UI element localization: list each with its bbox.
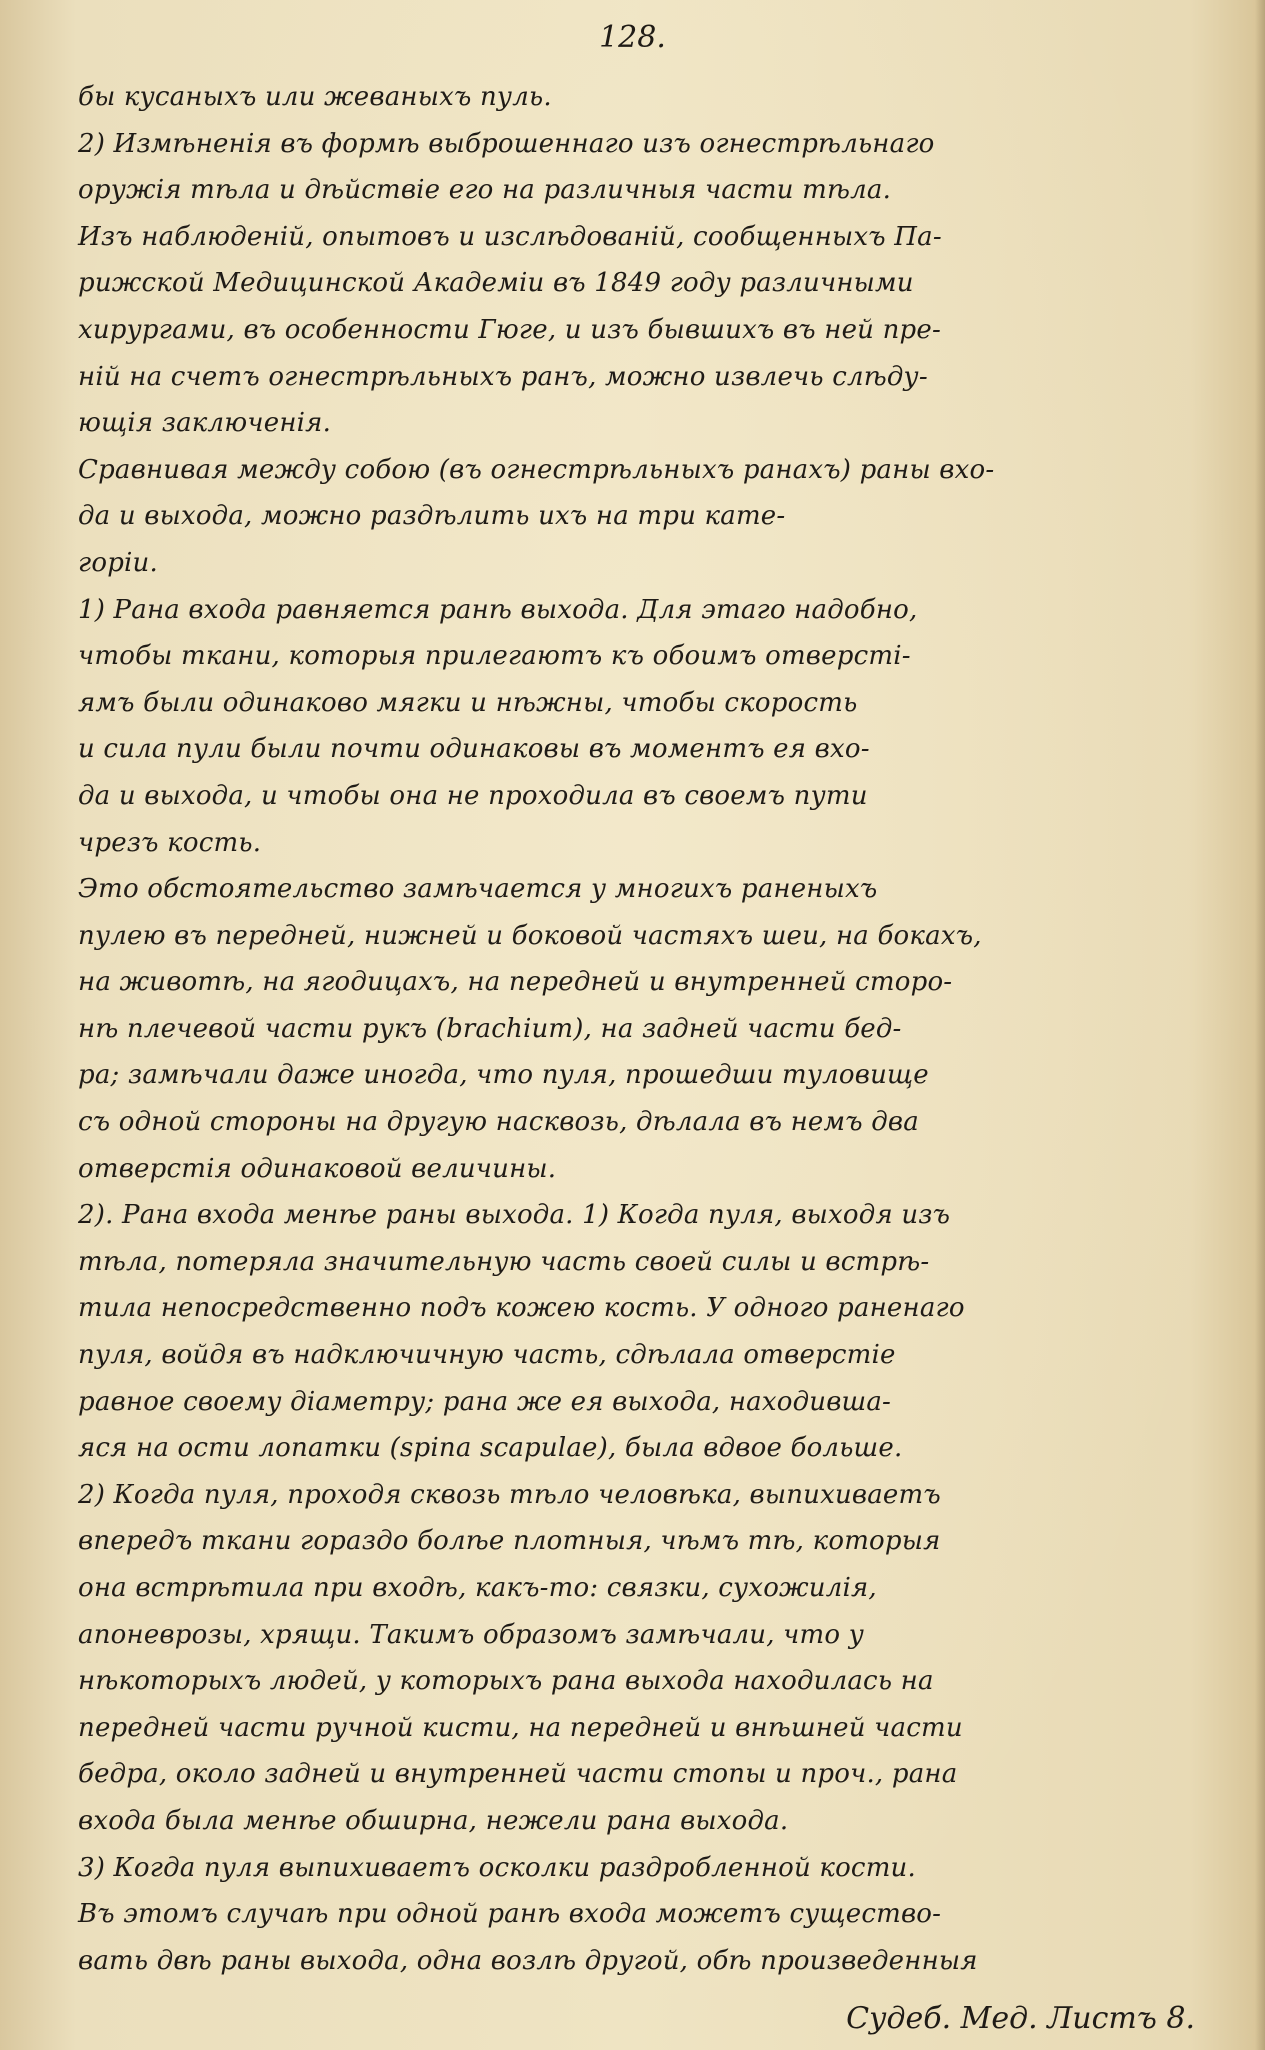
text-line: 2). Рана входа менѣе раны выхода. 1) Когда пуля, выходя изъ xyxy=(78,1200,951,1231)
text-line: ра; замѣчали даже иногда, что пуля, прошедши туловище xyxy=(78,1060,929,1091)
text-line: нѣ плечевой части рукъ (brachium), на задней части бед- xyxy=(78,1013,902,1044)
text-line: и сила пули были почти одинаковы въ моментъ ея вхо- xyxy=(78,734,870,765)
text-line: ющія заключенія. xyxy=(78,408,332,439)
text-line: Это обстоятельство замѣчается у многихъ раненыхъ xyxy=(78,874,878,905)
text-line: входа была менѣе обширна, нежели рана выхода. xyxy=(78,1805,789,1836)
handwritten-body-text xyxy=(78,74,1208,1984)
text-line: тила непосредственно подъ кожею кость. У одного раненаго xyxy=(78,1293,965,1324)
text-line: Въ этомъ случаѣ при одной ранѣ входа можетъ существо- xyxy=(78,1899,942,1930)
text-line: да и выхода, и чтобы она не проходила въ своемъ пути xyxy=(78,780,868,811)
text-line: да и выхода, можно раздѣлить ихъ на три кате- xyxy=(78,501,786,532)
text-line: 2) Когда пуля, проходя сквозь тѣло человѣка, выпихиваетъ xyxy=(78,1479,941,1510)
text-line: бы кусаныхъ или жеваныхъ пуль. xyxy=(78,82,552,112)
text-line: отверстія одинаковой величины. xyxy=(78,1153,557,1184)
text-line: чтобы ткани, которыя прилегаютъ къ обоимъ отверсті- xyxy=(78,641,911,672)
text-line: тѣла, потеряла значительную часть своей силы и встрѣ- xyxy=(78,1246,930,1277)
text-line: 3) Когда пуля выпихиваетъ осколки раздробленной кости. xyxy=(78,1852,916,1883)
text-line: передней части ручной кисти, на передней и внѣшней части xyxy=(78,1712,963,1743)
text-line: Изъ наблюденій, опытовъ и изслѣдованій, сообщенныхъ Па- xyxy=(78,221,942,252)
text-line: нѣкоторыхъ людей, у которыхъ рана выхода находилась на xyxy=(78,1666,934,1697)
text-line: Сравнивая между собою (въ огнестрѣльныхъ ранахъ) раны вхо- xyxy=(78,454,995,485)
sheet-signature: Судеб. Мед. Листъ 8. xyxy=(846,2001,1195,2036)
text-line: ямъ были одинаково мягки и нѣжны, чтобы скорость xyxy=(78,687,858,718)
text-line: пулею въ передней, нижней и боковой частяхъ шеи, на бокахъ, xyxy=(78,920,982,951)
text-line: вать двѣ раны выхода, одна возлѣ другой, обѣ произведенныя xyxy=(78,1945,978,1976)
text-line: пуля, войдя въ надключичную часть, сдѣлала отверстіе xyxy=(78,1340,896,1371)
text-line: бедра, около задней и внутренней части стопы и проч., рана xyxy=(78,1759,958,1790)
text-line: апоневрозы, хрящи. Такимъ образомъ замѣчали, что у xyxy=(78,1619,864,1650)
text-line: на животѣ, на ягодицахъ, на передней и внутренней сторо- xyxy=(78,967,953,998)
text-line: горіи. xyxy=(78,547,158,578)
text-line: рижской Медицинской Академіи въ 1849 году различными xyxy=(78,268,914,299)
text-line: равное своему діаметру; рана же ея выхода, находивша- xyxy=(78,1386,892,1417)
text-line: чрезъ кость. xyxy=(78,827,262,858)
text-line: она встрѣтила при входѣ, какъ-то: связки, сухожилія, xyxy=(78,1573,877,1603)
text-line: съ одной стороны на другую насквозь, дѣлала въ немъ два xyxy=(78,1107,919,1138)
text-line: 1) Рана входа равняется ранѣ выхода. Для этаго надобно, xyxy=(78,594,918,625)
text-line: яся на ости лопатки (spina scapulae), была вдвое больше. xyxy=(78,1433,903,1464)
text-line: оружія тѣла и дѣйствіе его на различныя части тѣла. xyxy=(78,175,892,206)
text-line: ній на счетъ огнестрѣльныхъ ранъ, можно извлечь слѣду- xyxy=(78,361,928,392)
page-number: 128. xyxy=(599,20,666,55)
text-line: впередъ ткани гораздо болѣе плотныя, чѣмъ тѣ, которыя xyxy=(78,1526,941,1557)
text-line: 2) Измѣненія въ формѣ выброшеннаго изъ огнестрѣльнаго xyxy=(78,128,935,159)
text-line: хирургами, въ особенности Гюге, и изъ бывшихъ въ ней пре- xyxy=(78,314,941,345)
